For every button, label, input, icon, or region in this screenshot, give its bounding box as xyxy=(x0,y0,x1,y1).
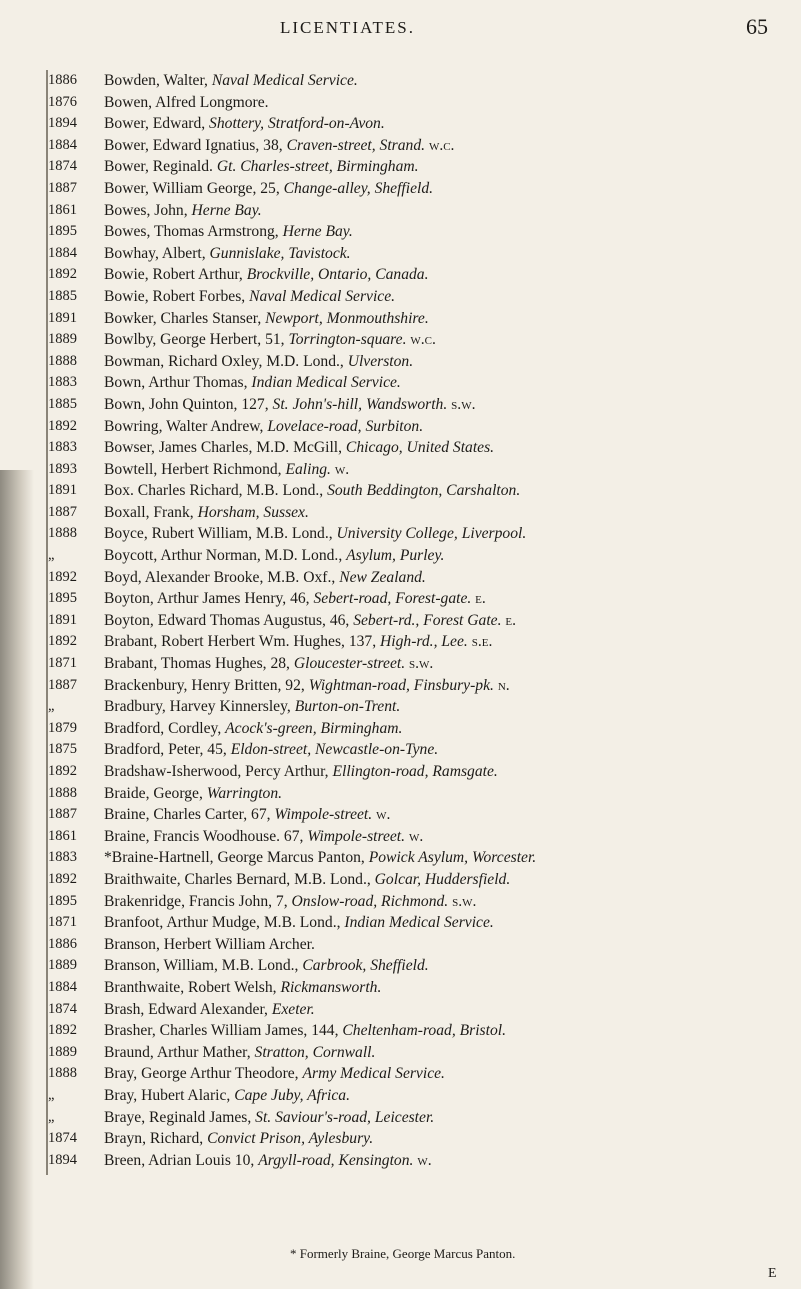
entry-year: 1875 xyxy=(48,741,77,758)
entry-text xyxy=(104,178,794,200)
entry-name: Bradshaw-Isherwood, Percy Arthur, xyxy=(104,763,333,780)
entry-text xyxy=(104,1020,794,1042)
entry-address: Naval Medical Service. xyxy=(211,72,358,89)
entry-address: Acock's-green, Birmingham. xyxy=(225,719,403,737)
entry-name: Bowes, John, xyxy=(104,201,192,219)
entry-name: Branson, Herbert William Archer. xyxy=(104,935,315,953)
entry-address: Gunnislake, Tavistock. xyxy=(209,244,351,262)
entry-year: 1888 xyxy=(48,1065,77,1082)
entry-postal-district: e. xyxy=(505,611,517,629)
entry-name: Brayn, Richard, xyxy=(104,1130,208,1148)
entry-text xyxy=(104,653,794,675)
entry-row xyxy=(0,135,801,157)
entry-row xyxy=(0,1063,801,1085)
entry-address: Ealing. xyxy=(285,460,331,478)
entry-year: 1895 xyxy=(48,223,77,240)
entry-postal-district: w. xyxy=(334,460,350,478)
entry-address: Exeter. xyxy=(271,1000,315,1018)
entry-text xyxy=(104,1128,794,1150)
entry-year: 1888 xyxy=(48,352,77,369)
entry-postal-district: w. xyxy=(408,827,424,845)
entry-row xyxy=(0,653,801,675)
entry-year: 1883 xyxy=(48,849,77,866)
entry-address: Asylum, Purley. xyxy=(346,547,445,565)
entry-name: Boycott, Arthur Norman, M.D. Lond., xyxy=(104,547,347,565)
entry-year: 1887 xyxy=(48,806,77,823)
entry-address: Powick Asylum, Worcester. xyxy=(368,849,537,867)
entry-row xyxy=(0,545,801,567)
entry-text xyxy=(104,221,794,243)
entry-year: 1892 xyxy=(48,763,77,779)
entry-row xyxy=(0,437,801,459)
entry-address: Gloucester-street. xyxy=(293,655,406,673)
entry-name: Brakenridge, Francis John, 7, xyxy=(104,892,292,910)
entry-address: High-rd., Lee. xyxy=(380,633,468,651)
entry-row xyxy=(0,934,801,956)
entry-year: 1886 xyxy=(48,72,77,88)
entry-row xyxy=(0,480,801,502)
entry-year: 1884 xyxy=(48,244,77,261)
entry-address: Herne Bay. xyxy=(191,201,262,219)
entry-text xyxy=(104,891,794,913)
entry-address: Wimpole-street. xyxy=(274,806,373,824)
entry-address: Cape Juby, Africa. xyxy=(234,1086,350,1104)
entry-text xyxy=(104,739,794,761)
entry-year: 1891 xyxy=(48,309,77,326)
entry-address: Wimpole-street. xyxy=(307,827,406,845)
entry-text xyxy=(104,1150,794,1172)
page-number: 65 xyxy=(746,14,768,39)
entry-row xyxy=(0,1085,801,1107)
entry-row xyxy=(0,1042,801,1064)
entry-name: Bown, Arthur Thomas, xyxy=(104,374,252,392)
entry-year: 1887 xyxy=(48,179,77,196)
entry-row xyxy=(0,588,801,610)
entry-text xyxy=(104,955,794,977)
entry-name: Box. Charles Richard, M.B. Lond., xyxy=(104,482,328,500)
entry-row xyxy=(0,351,801,373)
entry-text xyxy=(104,200,794,222)
entry-name: Branthwaite, Robert Welsh, xyxy=(104,978,281,996)
entry-year: 1889 xyxy=(48,331,77,348)
entry-name: Brabant, Thomas Hughes, 28, xyxy=(104,655,294,673)
entry-address: University College, Liverpool. xyxy=(336,525,527,543)
entry-address: Onslow-road, Richmond. xyxy=(291,892,449,910)
entry-year: 1871 xyxy=(48,914,77,931)
entry-year: 1894 xyxy=(48,1151,77,1168)
entry-year: 1894 xyxy=(48,115,77,132)
entry-year: 1889 xyxy=(48,957,77,974)
entry-year: 1887 xyxy=(48,676,77,693)
entry-row xyxy=(0,977,801,999)
entry-row xyxy=(0,329,801,351)
entry-row xyxy=(0,113,801,135)
entry-text xyxy=(104,1107,794,1129)
entry-postal-district: s.w. xyxy=(409,655,434,673)
entry-row xyxy=(0,631,801,653)
entry-text xyxy=(104,286,794,308)
entry-year: 1883 xyxy=(48,374,77,391)
entry-name: Branfoot, Arthur Mudge, M.B. Lond., xyxy=(104,914,345,932)
entry-text xyxy=(104,264,794,286)
entry-name: Braithwaite, Charles Bernard, M.B. Lond., xyxy=(104,870,375,888)
entry-postal-district: s.w. xyxy=(452,892,477,910)
entry-address: Army Medical Service. xyxy=(302,1065,445,1083)
entry-address: Eldon-street, Newcastle-on-Tyne. xyxy=(230,741,439,759)
entry-row xyxy=(0,1150,801,1172)
entry-text xyxy=(104,912,794,934)
entry-name: Boyce, Rubert William, M.B. Lond., xyxy=(104,525,337,543)
entry-address: Change-alley, Sheffield. xyxy=(283,179,434,197)
entry-postal-district: w. xyxy=(417,1151,432,1169)
entry-postal-district: w. xyxy=(376,806,391,824)
entry-address: Golcar, Huddersfield. xyxy=(374,870,511,888)
entry-row xyxy=(0,783,801,805)
entry-name: Bowie, Robert Arthur, xyxy=(104,266,247,284)
entry-year: „ xyxy=(48,698,55,715)
entry-name: *Braine-Hartnell, George Marcus Panton, xyxy=(104,849,369,867)
entry-row xyxy=(0,955,801,977)
entry-text xyxy=(104,675,794,697)
entry-address: Warrington. xyxy=(206,784,283,802)
entry-name: Boyton, Arthur James Henry, 46, xyxy=(104,590,314,608)
entry-text xyxy=(104,459,794,481)
entry-address: Indian Medical Service. xyxy=(251,374,401,392)
entry-year: 1883 xyxy=(48,439,77,456)
entry-text xyxy=(104,869,794,891)
entry-text xyxy=(104,826,794,848)
entry-year: „ xyxy=(48,1108,55,1125)
entry-address: Stratton, Cornwall. xyxy=(254,1043,376,1061)
entry-address: South Beddington, Carshalton. xyxy=(327,482,521,500)
entry-name: Bray, George Arthur Theodore, xyxy=(104,1065,303,1083)
entry-row xyxy=(0,675,801,697)
entry-text xyxy=(104,847,794,869)
entry-year: 1892 xyxy=(48,1022,77,1039)
entry-text xyxy=(104,588,794,610)
entry-address: Brockville, Ontario, Canada. xyxy=(246,266,429,284)
entry-name: Bowser, James Charles, M.D. McGill, xyxy=(104,439,346,457)
signature-mark: E xyxy=(768,1266,777,1281)
entry-year: 1892 xyxy=(48,568,77,585)
footnote: * Formerly Braine, George Marcus Panton. xyxy=(290,1246,516,1261)
entry-year: 1888 xyxy=(48,784,77,801)
entry-name: Bray, Hubert Alaric, xyxy=(104,1086,235,1104)
entry-address: Craven-street, Strand. xyxy=(286,136,426,154)
entry-text xyxy=(104,480,794,502)
entry-address: Ulverston. xyxy=(347,352,414,370)
entry-year: 1885 xyxy=(48,287,77,304)
entry-address: New Zealand. xyxy=(339,568,426,586)
entry-name: Bower, Edward Ignatius, 38, xyxy=(104,136,287,154)
entry-year: 1887 xyxy=(48,503,77,520)
entry-text xyxy=(104,631,794,653)
entry-row xyxy=(0,804,801,826)
entry-address: Chicago, United States. xyxy=(345,439,495,457)
entry-address: Newport, Monmouthshire. xyxy=(265,309,429,327)
entry-row xyxy=(0,567,801,589)
entry-address: St. Saviour's-road, Leicester. xyxy=(255,1108,435,1126)
entry-address: Ellington-road, Ramsgate. xyxy=(332,763,498,780)
entry-text xyxy=(104,610,794,632)
entry-year: 1879 xyxy=(48,719,77,736)
entry-name: Bradbury, Harvey Kinnersley, xyxy=(104,698,295,716)
entry-address: Cheltenham-road, Bristol. xyxy=(342,1022,506,1040)
entry-row xyxy=(0,999,801,1021)
entry-name: Braye, Reginald James, xyxy=(104,1108,256,1126)
entry-text xyxy=(104,934,794,956)
entry-row xyxy=(0,761,801,783)
entry-name: Bradford, Peter, 45, xyxy=(104,741,231,759)
entry-text xyxy=(104,1063,794,1085)
entry-row xyxy=(0,178,801,200)
entry-name: Bradford, Cordley, xyxy=(104,719,226,737)
entry-row xyxy=(0,200,801,222)
entry-name: Braine, Francis Woodhouse. 67, xyxy=(104,827,308,845)
entry-name: Bowring, Walter Andrew, xyxy=(104,417,268,435)
entry-year: 1874 xyxy=(48,158,77,175)
entry-row xyxy=(0,221,801,243)
entry-postal-district: s.e. xyxy=(471,633,493,651)
entry-row xyxy=(0,891,801,913)
entry-name: Bowen, Alfred Longmore. xyxy=(104,93,269,111)
entry-address: Wightman-road, Finsbury-pk. xyxy=(308,676,494,694)
entry-row xyxy=(0,264,801,286)
entry-row xyxy=(0,372,801,394)
entry-text xyxy=(104,502,794,524)
entry-address: Burton-on-Trent. xyxy=(294,698,401,716)
entry-name: Boxall, Frank, xyxy=(104,503,198,521)
entry-year: 1874 xyxy=(48,1130,77,1147)
entry-year: 1895 xyxy=(48,590,77,607)
entry-address: Torrington-square. xyxy=(288,331,407,349)
entry-year: 1892 xyxy=(48,266,77,283)
entry-row xyxy=(0,826,801,848)
entry-name: Branson, William, M.B. Lond., xyxy=(104,957,303,975)
entry-name: Bower, Edward, xyxy=(104,115,210,133)
entry-text xyxy=(104,308,794,330)
entry-year: 1891 xyxy=(48,611,77,628)
entry-name: Bower, William George, 25, xyxy=(104,179,284,197)
entry-year: 1876 xyxy=(48,93,77,110)
entry-text xyxy=(104,70,794,92)
licentiate-entry-list xyxy=(0,70,801,1171)
entry-year: 1889 xyxy=(48,1043,77,1060)
entry-year: 1892 xyxy=(48,417,77,434)
entry-row xyxy=(0,610,801,632)
entry-text xyxy=(104,394,794,416)
entry-row xyxy=(0,156,801,178)
entry-text xyxy=(104,113,794,135)
entry-year: 1888 xyxy=(48,525,77,542)
entry-row xyxy=(0,847,801,869)
entry-year: 1893 xyxy=(48,460,77,477)
entry-name: Bowman, Richard Oxley, M.D. Lond., xyxy=(104,352,348,370)
entry-name: Bowes, Thomas Armstrong, xyxy=(104,223,283,241)
entry-address: Convict Prison, Aylesbury. xyxy=(207,1130,374,1148)
entry-year: 1892 xyxy=(48,870,77,887)
entry-address: Carbrook, Sheffield. xyxy=(302,957,429,975)
entry-name: Bowtell, Herbert Richmond, xyxy=(104,460,286,478)
entry-year: 1874 xyxy=(48,1000,77,1017)
entry-row xyxy=(0,1020,801,1042)
entry-text xyxy=(104,783,794,805)
entry-text xyxy=(104,999,794,1021)
entry-name: Brash, Edward Alexander, xyxy=(104,1000,272,1018)
entry-year: 1861 xyxy=(48,201,77,218)
entry-address: Shottery, Stratford-on-Avon. xyxy=(209,115,385,133)
entry-name: Bowden, Walter, xyxy=(104,72,212,89)
entry-row xyxy=(0,869,801,891)
entry-address: Gt. Charles-street, Birmingham. xyxy=(216,158,419,176)
entry-name: Braund, Arthur Mather, xyxy=(104,1043,255,1061)
entry-name: Bowhay, Albert, xyxy=(104,244,210,262)
entry-postal-district: e. xyxy=(475,590,486,608)
entry-text xyxy=(104,718,794,740)
entry-text xyxy=(104,761,794,783)
entry-text xyxy=(104,804,794,826)
running-head: LICENTIATES. xyxy=(280,18,415,37)
entry-name: Bower, Reginald. xyxy=(104,158,217,176)
entry-name: Bowie, Robert Forbes, xyxy=(104,287,250,305)
entry-year: 1886 xyxy=(48,935,77,952)
entry-postal-district: s.w. xyxy=(451,395,476,413)
entry-text xyxy=(104,351,794,373)
entry-name: Bown, John Quinton, 127, xyxy=(104,395,273,413)
entry-name: Breen, Adrian Louis 10, xyxy=(104,1151,259,1169)
entry-text xyxy=(104,135,794,157)
entry-text xyxy=(104,329,794,351)
entry-name: Brackenbury, Henry Britten, 92, xyxy=(104,676,309,694)
entry-text xyxy=(104,372,794,394)
entry-text xyxy=(104,696,794,718)
entry-year: „ xyxy=(48,1086,55,1103)
entry-text xyxy=(104,523,794,545)
entry-year: 1884 xyxy=(48,136,77,153)
entry-name: Bowker, Charles Stanser, xyxy=(104,309,266,327)
entry-year: 1871 xyxy=(48,655,77,672)
entry-address: Indian Medical Service. xyxy=(344,914,494,932)
entry-year: „ xyxy=(48,547,55,564)
entry-year: 1861 xyxy=(48,827,77,844)
entry-address: Argyll-road, Kensington. xyxy=(258,1151,414,1169)
entry-name: Brasher, Charles William James, 144, xyxy=(104,1022,343,1040)
entry-postal-district: n. xyxy=(497,676,510,694)
entry-text xyxy=(104,1042,794,1064)
entry-row xyxy=(0,696,801,718)
entry-row xyxy=(0,92,801,114)
entry-row xyxy=(0,459,801,481)
entry-text xyxy=(104,156,794,178)
entry-year: 1885 xyxy=(48,395,77,412)
entry-year: 1892 xyxy=(48,633,77,650)
entry-row xyxy=(0,1128,801,1150)
entry-row xyxy=(0,416,801,438)
entry-row xyxy=(0,286,801,308)
entry-row xyxy=(0,502,801,524)
entry-year: 1891 xyxy=(48,482,77,499)
entry-text xyxy=(104,243,794,265)
entry-row xyxy=(0,718,801,740)
entry-text xyxy=(104,437,794,459)
entry-year: 1884 xyxy=(48,978,77,995)
entry-postal-district: w.c. xyxy=(428,136,455,154)
entry-text xyxy=(104,977,794,999)
entry-row xyxy=(0,1107,801,1129)
entry-text xyxy=(104,545,794,567)
entry-address: Sebert-road, Forest-gate. xyxy=(313,590,472,608)
entry-year: 1895 xyxy=(48,892,77,909)
entry-text xyxy=(104,416,794,438)
entry-name: Boyton, Edward Thomas Augustus, 46, xyxy=(104,611,354,629)
entry-text xyxy=(104,92,794,114)
entry-name: Braine, Charles Carter, 67, xyxy=(104,806,275,824)
entry-row xyxy=(0,523,801,545)
entry-text xyxy=(104,1085,794,1107)
entry-name: Braide, George, xyxy=(104,784,207,802)
entry-address: Rickmansworth. xyxy=(280,978,382,996)
entry-row xyxy=(0,912,801,934)
entry-row xyxy=(0,243,801,265)
entry-address: Horsham, Sussex. xyxy=(197,503,309,521)
entry-postal-district: w.c. xyxy=(410,331,436,349)
entry-name: Brabant, Robert Herbert Wm. Hughes, 137, xyxy=(104,633,381,651)
entry-name: Boyd, Alexander Brooke, M.B. Oxf., xyxy=(104,568,340,586)
entry-address: Herne Bay. xyxy=(282,223,353,241)
entry-text xyxy=(104,567,794,589)
entry-address: Lovelace-road, Surbiton. xyxy=(267,417,424,435)
entry-address: Naval Medical Service. xyxy=(249,287,396,305)
entry-name: Bowlby, George Herbert, 51, xyxy=(104,331,289,349)
entry-row xyxy=(0,308,801,330)
entry-row xyxy=(0,70,801,92)
entry-row xyxy=(0,739,801,761)
entry-address: St. John's-hill, Wandsworth. xyxy=(272,395,448,413)
entry-row xyxy=(0,394,801,416)
entry-address: Sebert-rd., Forest Gate. xyxy=(353,611,502,629)
